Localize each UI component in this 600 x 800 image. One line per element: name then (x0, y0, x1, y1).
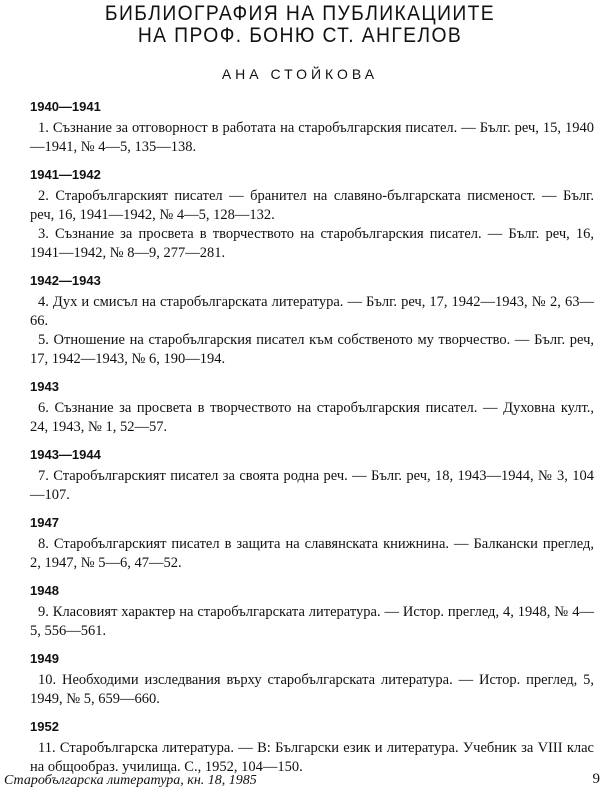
year-heading: 1940—1941 (30, 99, 101, 114)
year-heading: 1949 (30, 651, 59, 666)
bibliography-title-line-1: БИБЛИОГРАФИЯ НА ПУБЛИКАЦИИТЕ (104, 2, 496, 25)
bibliography-entry: 1. Съзнание за отговорност в работата на старобългарския писател. — Бълг. реч, 15, 1940—1941, № 4—5, 135—138. (30, 120, 594, 155)
year-heading: 1941—1942 (30, 167, 101, 182)
year-heading: 1943 (30, 379, 59, 394)
year-section (30, 272, 594, 369)
author-name: АНА СТОЙКОВА (221, 66, 379, 82)
bibliography-entry: 10. Необходими изследвания върху старобългарската литература. — Истор. преглед, 5, 1949, № 5, 659—660. (30, 672, 594, 707)
bibliography-entry: 9. Класовият характер на старобългарската литература. — Истор. преглед, 4, 1948, № 4—5, 556—561. (30, 604, 594, 639)
bibliography-title-line-2: НА ПРОФ. БОНЮ СТ. АНГЕЛОВ (137, 24, 463, 47)
bibliography-entry: 7. Старобългарският писател за своята родна реч. — Бълг. реч, 18, 1943—1944, № 3, 104—107. (30, 468, 594, 503)
bibliography-entry: 2. Старобългарският писател — бранител на славяно-българската писменост. — Бълг. реч, 16, 1941—1942, № 4—5, 128—132. (30, 188, 594, 223)
year-section (30, 582, 594, 641)
bibliography-entry: 11. Старобългарска литература. — В: Български език и литература. Учебник за VIII клас на общообраз. училища. С., 1952, 104—150. (30, 740, 594, 775)
bibliography-entry: 4. Дух и смисъл на старобългарската литература. — Бълг. реч, 17, 1942—1943, № 2, 63—66. (30, 294, 594, 329)
year-section (30, 446, 594, 505)
bibliography-entry: 3. Съзнание за просвета в творчеството на старобългарския писател. — Бълг. реч, 16, 1941—1942, № 8—9, 277—281. (30, 226, 594, 261)
year-section (30, 514, 594, 573)
year-heading: 1943—1944 (30, 447, 101, 462)
bibliography-entry: 8. Старобългарският писател в защита на славянската книжнина. — Балкански преглед, 2, 1947, № 5—6, 47—52. (30, 536, 594, 571)
year-section (30, 378, 594, 437)
year-section (30, 650, 594, 709)
bibliography-list (30, 98, 594, 777)
page-number: 9 (592, 771, 600, 787)
bibliography-entry: 6. Съзнание за просвета в творчеството на старобългарския писател. — Духовна култ., 24, 1943, № 1, 52—57. (30, 400, 594, 435)
year-heading: 1947 (30, 515, 59, 530)
year-heading: 1948 (30, 583, 59, 598)
year-section (30, 718, 594, 777)
year-heading: 1952 (30, 719, 59, 734)
year-section (30, 166, 594, 263)
year-heading: 1942—1943 (30, 273, 101, 288)
footer-journal-reference: Старобългарска литература, кн. 18, 1985 (4, 773, 257, 788)
year-section (30, 98, 594, 157)
bibliography-entry: 5. Отношение на старобългарския писател към собственото му творчество. — Бълг. реч, 17, 1942—1943, № 6, 190—194. (30, 332, 594, 367)
